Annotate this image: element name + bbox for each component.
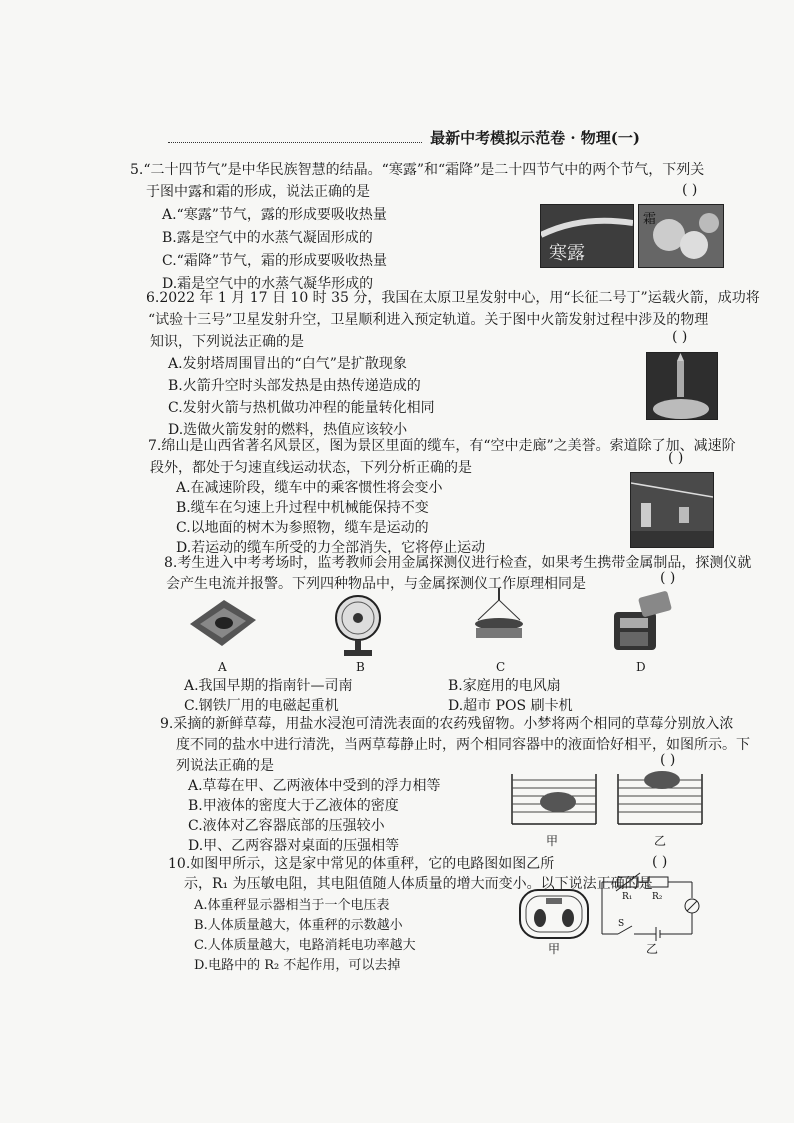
q8-option-c: C.钢铁厂用的电磁起重机 (184, 698, 339, 714)
q9-option-a: A.草莓在甲、乙两液体中受到的浮力相等 (188, 778, 441, 794)
container-jia-image (510, 770, 598, 826)
q9-option-d: D.甲、乙两容器对桌面的压强相等 (188, 838, 400, 854)
q8-option-a: A.我国早期的指南针—司南 (184, 678, 353, 694)
q5-option-a: A.“寒露”节气，露的形成要吸收热量 (162, 207, 387, 223)
label-s: S (618, 919, 625, 929)
dew-photo (541, 205, 633, 267)
q6-stem-line1: 6.2022 年 1 月 17 日 10 时 35 分，我国在太原卫星发射中心，用“长征二号丁”运载火箭，成功将 (146, 290, 760, 306)
q6-stem-line2: “试验十三号”卫星发射升空，卫星顺利进入预定轨道。关于图中火箭发射过程中涉及的物理 (148, 312, 709, 328)
electromagnetic-crane-image (464, 588, 534, 648)
q10-figure-label-yi: 乙 (646, 942, 659, 956)
sinan-compass-image (180, 594, 260, 654)
q7-option-c: C.以地面的树木为参照物，缆车是运动的 (176, 520, 429, 536)
q7-option-a: A.在减速阶段，缆车中的乘客惯性将会变小 (176, 480, 443, 496)
q9-stem-line1: 9.采摘的新鲜草莓，用盐水浸泡可清洗表面的农药残留物。小梦将两个相同的草莓分别放入浓 (160, 716, 734, 732)
q10-option-c: C.人体质量越大，电路消耗电功率越大 (194, 938, 416, 953)
frost-caption: 霜 (643, 212, 657, 227)
q5-option-b: B.露是空气中的水蒸气凝固形成的 (162, 230, 373, 246)
q10-option-a: A.体重秤显示器相当于一个电压表 (194, 898, 390, 913)
circuit-diagram (596, 872, 706, 942)
q8-image-label-c: C (496, 660, 506, 674)
q9-figure-label-jia: 甲 (546, 834, 559, 848)
pos-machine-image (606, 588, 674, 654)
page-header (160, 126, 640, 148)
q6-option-d: D.选做火箭发射的燃料，热值应该较小 (168, 422, 408, 438)
q5-stem-line2: 于图中露和霜的形成，说法正确的是 (146, 184, 370, 200)
q5-answer-paren: ( ) (682, 182, 698, 198)
q7-option-b: B.缆车在匀速上升过程中机械能保持不变 (176, 500, 429, 516)
q6-answer-paren: ( ) (672, 329, 688, 345)
q5-option-c: C.“霜降”节气，霜的形成要吸收热量 (162, 253, 387, 269)
header-dots-left (168, 132, 422, 143)
q10-option-d: D.电路中的 R₂ 不起作用，可以去掉 (194, 958, 401, 973)
electric-fan-image (328, 592, 388, 658)
rocket-launch-photo (647, 353, 717, 419)
q6-option-c: C.发射火箭与热机做功冲程的能量转化相同 (168, 400, 435, 416)
q10-stem-line1: 10.如图甲所示，这是家中常见的体重秤，它的电路图如图乙所 (168, 856, 555, 872)
container-yi-image (616, 770, 704, 826)
q7-image-cablecar (630, 472, 714, 548)
dew-caption: 寒露 (549, 243, 585, 264)
q6-stem-line3: 知识，下列说法正确的是 (150, 334, 304, 350)
q7-stem-line2: 段外，都处于匀速直线运动状态，下列分析正确的是 (150, 460, 472, 476)
q8-answer-paren: ( ) (660, 570, 676, 586)
q7-answer-paren: ( ) (668, 450, 684, 466)
q10-option-b: B.人体质量越大，体重秤的示数越小 (194, 918, 403, 933)
q6-image-rocket (646, 352, 718, 420)
q9-figure-label-yi: 乙 (654, 834, 667, 848)
frost-photo (639, 205, 723, 267)
q9-option-c: C.液体对乙容器底部的压强较小 (188, 818, 385, 834)
q5-image-frost (638, 204, 724, 268)
q9-stem-line2: 度不同的盐水中进行清洗，当两草莓静止时，两个相同容器中的液面恰好相平，如图所示。下 (176, 737, 750, 753)
q5-option-d: D.霜是空气中的水蒸气凝华形成的 (162, 276, 374, 292)
q9-answer-paren: ( ) (660, 752, 676, 768)
cable-car-photo (631, 473, 713, 547)
q8-stem-line2: 会产生电流并报警。下列四种物品中，与金属探测仪工作原理相同是 (166, 576, 586, 592)
q8-option-d: D.超市 POS 刷卡机 (448, 698, 573, 714)
q9-stem-line3: 列说法正确的是 (176, 758, 274, 774)
q10-stem-line2: 示，R₁ 为压敏电阻，其电阻值随人体质量的增大而变小。以下说法正确的是 (184, 876, 653, 892)
q6-option-b: B.火箭升空时头部发热是由热传递造成的 (168, 378, 421, 394)
q8-option-b: B.家庭用的电风扇 (448, 678, 561, 694)
q10-figure-label-jia: 甲 (548, 942, 561, 956)
q8-image-label-a: A (218, 660, 227, 674)
q9-option-b: B.甲液体的密度大于乙液体的密度 (188, 798, 399, 814)
bathroom-scale-image (516, 884, 592, 944)
q7-option-d: D.若运动的缆车所受的力全部消失，它将停止运动 (176, 540, 486, 556)
q7-stem-line1: 7.绵山是山西省著名风景区，图为景区里面的缆车，有“空中走廊”之美誉。索道除了加、减速阶 (148, 438, 736, 454)
q10-answer-paren: ( ) (652, 854, 668, 870)
q8-stem-line1: 8.考生进入中考考场时，监考教师会用金属探测仪进行检查，如果考生携带金属制品，探测仪就 (164, 555, 752, 571)
q8-image-label-b: B (356, 660, 365, 674)
q5-stem-line1: 5.“二十四节气”是中华民族智慧的结晶。“寒露”和“霜降”是二十四节气中的两个节气，下列关 (130, 162, 705, 178)
label-r1: R₁ (622, 892, 633, 902)
q5-image-dew (540, 204, 634, 268)
q8-image-label-d: D (636, 660, 646, 674)
resistor-r2 (648, 877, 668, 887)
page-title: 最新中考模拟示范卷 · 物理(一) (430, 128, 640, 147)
q6-option-a: A.发射塔周围冒出的“白气”是扩散现象 (168, 356, 407, 372)
label-r2: R₂ (652, 892, 663, 902)
